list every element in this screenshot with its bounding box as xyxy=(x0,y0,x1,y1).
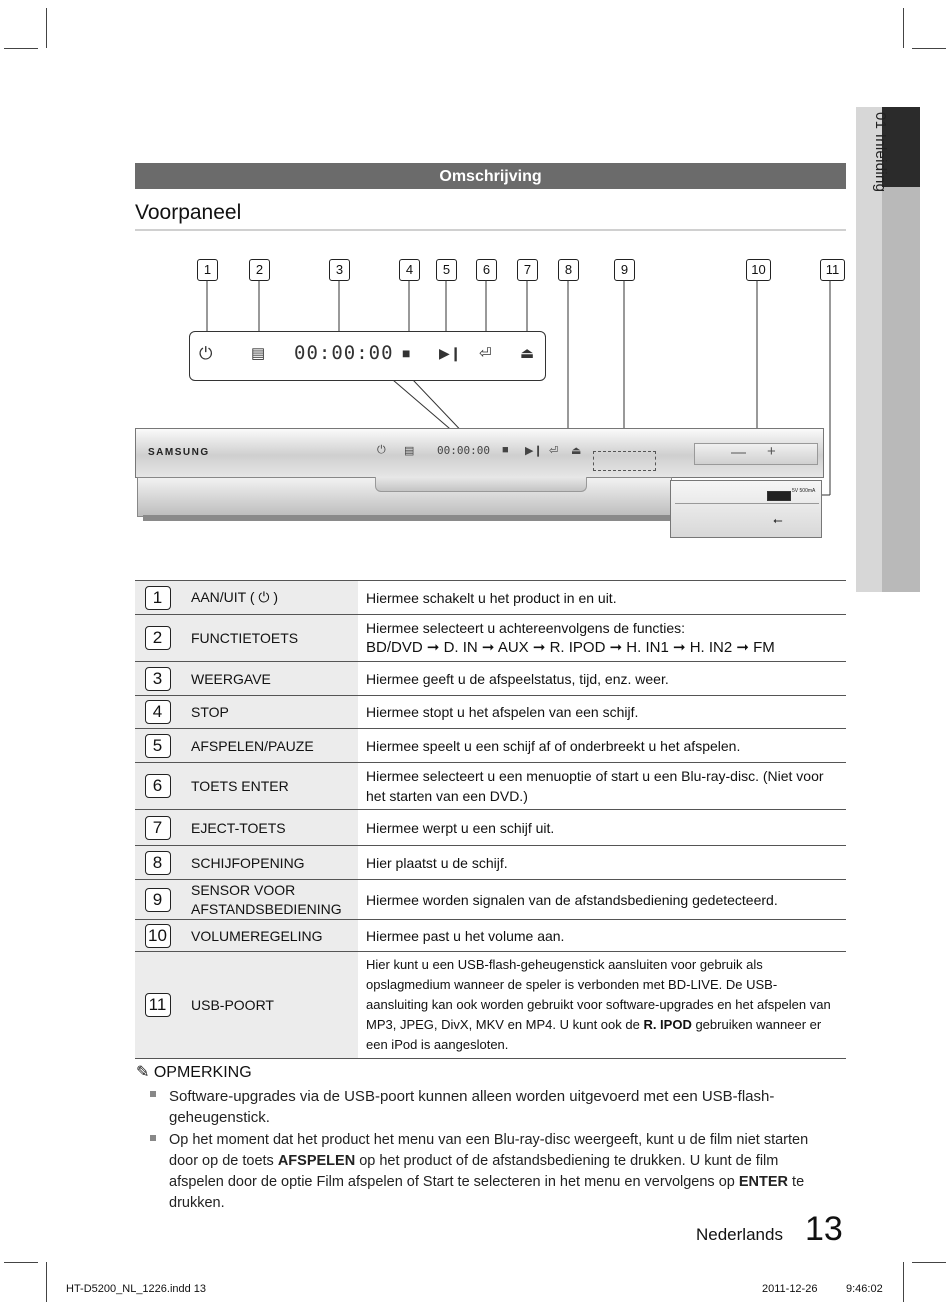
table-row xyxy=(135,846,846,880)
row-description: Hiermee geeft u de afspeelstatus, tijd, enz. weer. xyxy=(358,662,846,696)
ir-sensor xyxy=(593,451,656,471)
crop-mark xyxy=(46,1262,47,1302)
callout-5: 5 xyxy=(436,259,457,281)
eject-icon: ⏏ xyxy=(520,345,535,362)
brand-logo: SAMSUNG xyxy=(148,447,210,458)
table-row xyxy=(135,662,846,696)
table-row xyxy=(135,696,846,729)
play-pause-icon: ▶❙ xyxy=(439,345,462,361)
row-number: 8 xyxy=(145,851,171,875)
table-row xyxy=(135,880,846,920)
note-item xyxy=(150,1130,829,1214)
usb-rating: 5V 500mA xyxy=(792,488,816,494)
power-icon: ⏻ xyxy=(377,444,386,456)
row-description: Hiermee past u het volume aan. xyxy=(358,920,846,952)
usb-symbol-icon: ⭠ xyxy=(773,513,783,527)
volume-minus: — xyxy=(731,444,746,461)
row-number: 3 xyxy=(145,667,171,691)
note-text: Op het moment dat het product het menu van een Blu-ray-disc weergeeft, kunt u de film niet starten door op de toets AFSPELEN op het product of de afstandsbediening te drukken. U kunt de film afspelen door de optie Film afspelen of Start te selecteren in het menu en vervolgens op ENTER te drukken. xyxy=(169,1132,809,1211)
chapter-label: 01 Inleiding xyxy=(872,112,889,193)
row-name: WEERGAVE xyxy=(180,662,358,696)
row-number: 6 xyxy=(145,774,171,798)
table-row xyxy=(135,920,846,952)
callout-2: 2 xyxy=(249,259,270,281)
display-zoom-panel xyxy=(189,331,546,381)
slug-date: 2011-12-26 xyxy=(762,1283,818,1295)
row-number: 10 xyxy=(145,924,171,948)
eject-icon: ⏏ xyxy=(571,445,582,457)
row-description: Hiermee speelt u een schijf af of onderbreekt u het afspelen. xyxy=(358,729,846,763)
page-number: 13 xyxy=(805,1210,843,1248)
note-text: Software-upgrades via de USB-poort kunnen alleen worden uitgevoerd met een USB-flash-geheugenstick. xyxy=(169,1088,775,1126)
table-row xyxy=(135,810,846,846)
row-name: AFSPELEN/PAUZE xyxy=(180,729,358,763)
play-pause-icon: ▶❙ xyxy=(525,445,543,457)
row-name: STOP xyxy=(180,696,358,729)
function-icon: ▤ xyxy=(404,445,415,457)
usb-door xyxy=(670,480,822,538)
display-digits: 00:00:00 xyxy=(294,342,394,364)
volume-control xyxy=(694,443,818,465)
row-name: SENSOR VOOR AFSTANDSBEDIENING xyxy=(180,880,358,920)
section-banner: Omschrijving xyxy=(135,163,846,189)
row-name: VOLUMEREGELING xyxy=(180,920,358,952)
table-row xyxy=(135,615,846,662)
row-description: Hiermee worden signalen van de afstandsbediening gedetecteerd. xyxy=(358,880,846,920)
crop-mark xyxy=(903,1262,904,1302)
row-number: 1 xyxy=(145,586,171,610)
callout-4: 4 xyxy=(399,259,420,281)
row-number: 5 xyxy=(145,734,171,758)
row-description: Hier kunt u een USB-flash-geheugenstick aansluiten voor gebruik als opslagmedium wanneer de speler is verbonden met BD-LIVE. De USB-aansluiting kan ook worden gebruikt voor software-upgrades en het afspelen van MP3, JPEG, DivX, MKV en MP4. U kunt ook de R. IPOD gebruiken wanneer er een iPod is aangesloten. xyxy=(358,952,846,1059)
bullet-icon xyxy=(150,1091,156,1097)
callout-6: 6 xyxy=(476,259,497,281)
row-description: Hiermee schakelt u het product in en uit. xyxy=(358,581,846,615)
slug-time: 9:46:02 xyxy=(846,1283,883,1295)
callout-7: 7 xyxy=(517,259,538,281)
pencil-icon: ✎ xyxy=(136,1064,150,1081)
crop-mark xyxy=(4,1262,38,1263)
power-icon: ⏻ xyxy=(199,344,213,363)
row-number: 7 xyxy=(145,816,171,840)
footer-language: Nederlands xyxy=(696,1225,783,1244)
callout-8: 8 xyxy=(558,259,579,281)
display-digits: 00:00:00 xyxy=(437,444,490,457)
note-item xyxy=(150,1086,829,1128)
row-number: 9 xyxy=(145,888,171,912)
row-name: AAN/UIT ( ⏻ ) xyxy=(180,581,358,615)
callout-10: 10 xyxy=(746,259,771,281)
disc-slot xyxy=(375,477,587,492)
device-base xyxy=(143,515,670,521)
callout-3: 3 xyxy=(329,259,350,281)
usb-port-icon xyxy=(767,491,791,501)
row-name: TOETS ENTER xyxy=(180,763,358,810)
slug-file: HT-D5200_NL_1226.indd 13 xyxy=(66,1283,207,1295)
bullet-icon xyxy=(150,1135,156,1141)
row-description: Hiermee werpt u een schijf uit. xyxy=(358,810,846,846)
row-number: 11 xyxy=(145,993,171,1017)
usb-door-seam xyxy=(675,503,819,504)
stop-icon: ■ xyxy=(502,444,509,456)
row-description: Hiermee stopt u het afspelen van een schijf. xyxy=(358,696,846,729)
callout-9: 9 xyxy=(614,259,635,281)
row-description: Hiermee selecteert u achtereenvolgens de functies: xyxy=(366,620,686,636)
crop-mark xyxy=(912,1262,946,1263)
row-name: USB-POORT xyxy=(180,952,358,1059)
function-icon: ▤ xyxy=(251,345,266,362)
stop-icon: ■ xyxy=(402,345,411,361)
function-sequence: BD/DVD ➞ D. IN ➞ AUX ➞ R. IPOD ➞ H. IN1 ➞ H. IN2 ➞ FM xyxy=(366,639,775,656)
row-name: SCHIJFOPENING xyxy=(180,846,358,880)
row-name: EJECT-TOETS xyxy=(180,810,358,846)
ipod-term: R. IPOD xyxy=(643,1017,692,1032)
page-title: Voorpaneel xyxy=(135,201,242,224)
volume-plus: + xyxy=(767,443,776,460)
callout-11: 11 xyxy=(820,259,845,281)
enter-icon: ⏎ xyxy=(549,445,559,457)
enter-icon: ⏎ xyxy=(479,345,492,362)
row-number: 2 xyxy=(145,626,171,650)
row-name: FUNCTIETOETS xyxy=(180,615,358,662)
table-row xyxy=(135,729,846,763)
row-description: Hiermee selecteert u een menuoptie of start u een Blu-ray-disc. (Niet voor het starten van een DVD.) xyxy=(358,763,846,810)
table-row xyxy=(135,952,846,1059)
front-panel-table xyxy=(135,580,846,1059)
callout-1: 1 xyxy=(197,259,218,281)
row-number: 4 xyxy=(145,700,171,724)
table-row xyxy=(135,763,846,810)
row-description: Hier plaatst u de schijf. xyxy=(358,846,846,880)
table-row xyxy=(135,581,846,615)
note-heading: ✎ OPMERKING xyxy=(136,1064,252,1081)
